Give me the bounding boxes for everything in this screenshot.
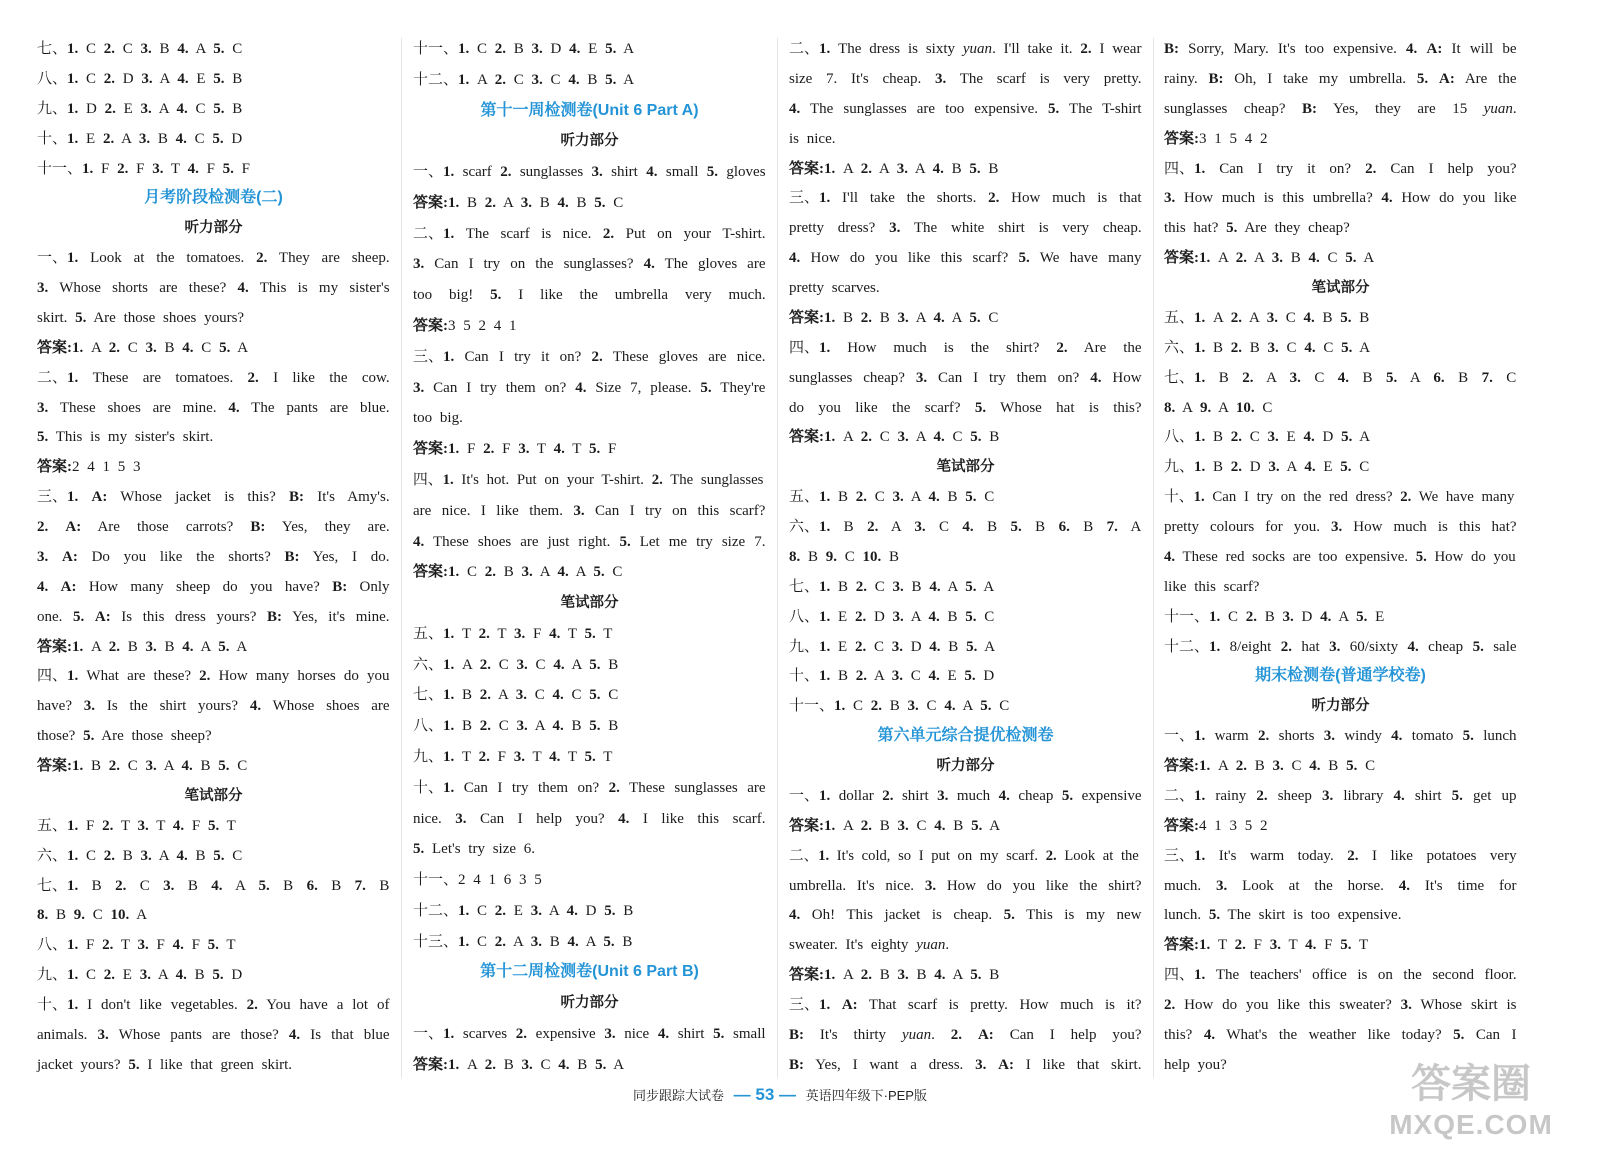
answer-line: 4. The sunglasses are too expensive. 5. The T-shirt bbox=[789, 100, 1142, 117]
answer-line: rainy. B: Oh, I take my umbrella. 5. A: Are the bbox=[1164, 70, 1517, 87]
answer-line: 八、1. F 2. T 3. F 4. F 5. T bbox=[37, 937, 236, 954]
answer-line: 一、1. scarves 2. expensive 3. nice 4. shirt 5. small bbox=[413, 1026, 766, 1042]
answer-line: this hat? 5. Are they cheap? bbox=[1164, 220, 1350, 237]
answer-line: help you? bbox=[1164, 1056, 1227, 1073]
answer-line: B: It's thirty yuan. 2. A: Can I help you? bbox=[789, 1026, 1142, 1043]
answer-line: 3. A: Do you like the shorts? B: Yes, I do. bbox=[37, 548, 390, 565]
answer-line: 五、1. T 2. T 3. F 4. T 5. T bbox=[413, 625, 613, 642]
answer-line: 4. A: How many sheep do you have? B: Only bbox=[37, 578, 390, 595]
answer-line: 二、1. rainy 2. sheep 3. library 4. shirt 5. get up bbox=[1164, 787, 1517, 804]
answer-line: is nice. bbox=[789, 130, 836, 147]
answer-line: 一、1. dollar 2. shirt 3. much 4. cheap 5. expensive bbox=[789, 787, 1142, 804]
answer-line: 十二、1. 8/eight 2. hat 3. 60/sixty 4. cheap 5. sale bbox=[1164, 638, 1517, 655]
answer-line: 十、1. Can I try on the red dress? 2. We have many bbox=[1164, 489, 1515, 506]
test-title: 月考阶段检测卷(二) bbox=[144, 189, 283, 207]
answer-line: 九、1. B 2. D 3. A 4. E 5. C bbox=[1164, 459, 1370, 476]
test-title: 第六单元综合提优检测卷 bbox=[877, 727, 1054, 745]
answer-line: 八、1. B 2. C 3. A 4. B 5. B bbox=[413, 718, 619, 735]
answer-line: 八、1. B 2. C 3. E 4. D 5. A bbox=[1164, 429, 1371, 446]
answer-line: 答案:2 4 1 5 3 bbox=[37, 459, 141, 476]
answer-line: 十、1. B 2. A 3. C 4. E 5. D bbox=[789, 668, 995, 685]
column-2 bbox=[413, 35, 766, 1079]
answer-line: 三、1. Can I try it on? 2. These gloves are nice. bbox=[413, 348, 766, 365]
answer-line: do you like the scarf? 5. Whose hat is this? bbox=[789, 399, 1142, 416]
answer-line: 3. Can I try them on? 4. Size 7, please. 5. They're bbox=[413, 379, 766, 396]
section-heading: 笔试部分 bbox=[936, 459, 995, 476]
page-number: — 53 — bbox=[733, 1085, 797, 1104]
section-heading: 听力部分 bbox=[936, 758, 995, 774]
answer-line: 三、1. It's warm today. 2. I like potatoes very bbox=[1164, 847, 1517, 864]
test-title: 期末检测卷(普通学校卷) bbox=[1255, 667, 1426, 685]
answer-line: 四、1. It's hot. Put on your T-shirt. 2. The sunglasses bbox=[413, 471, 764, 488]
test-title: 第十一周检测卷(Unit 6 Part A) bbox=[480, 101, 699, 119]
answer-line: 8. B 9. C 10. A bbox=[37, 907, 148, 924]
answer-line: 三、1. A: Whose jacket is this? B: It's Amy's. bbox=[37, 489, 390, 506]
answer-line: 答案:1. B 2. B 3. A 4. A 5. C bbox=[789, 309, 999, 326]
answer-line: B: Yes, I want a dress. 3. A: I like that skirt. bbox=[789, 1056, 1142, 1073]
answer-line: 四、1. How much is the shirt? 2. Are the bbox=[789, 339, 1142, 356]
answer-line: 十一、1. C 2. B 3. D 4. E 5. A bbox=[413, 41, 635, 57]
answer-line: lunch. 5. The skirt is too expensive. bbox=[1164, 907, 1402, 924]
answer-line: B: Sorry, Mary. It's too expensive. 4. A: It will be bbox=[1164, 41, 1517, 57]
answer-line: sweater. It's eighty yuan. bbox=[789, 937, 950, 954]
answer-line: 3. Can I try on the sunglasses? 4. The gloves are bbox=[413, 256, 766, 273]
answer-line: those? 5. Are those sheep? bbox=[37, 728, 212, 745]
test-title: 第十二周检测卷(Unit 6 Part B) bbox=[480, 963, 699, 981]
watermark-logo-text: 答案圈 bbox=[1411, 1062, 1531, 1106]
answer-line: 五、1. A 2. A 3. C 4. B 5. B bbox=[1164, 309, 1370, 326]
answer-line: 三、1. I'll take the shorts. 2. How much is that bbox=[789, 190, 1142, 207]
answer-line: 3. These shoes are mine. 4. The pants are blue. bbox=[37, 399, 390, 416]
answer-line: 八、1. C 2. D 3. A 4. E 5. B bbox=[37, 70, 243, 87]
answer-line: 四、1. Can I try it on? 2. Can I help you? bbox=[1164, 160, 1517, 177]
answer-line: have? 3. Is the shirt yours? 4. Whose shoes are bbox=[37, 698, 390, 715]
answer-line: 答案:1. A 2. B 3. C 4. B 5. A bbox=[789, 817, 1001, 834]
answer-line: 七、1. B 2. C 3. B 4. A 5. A bbox=[789, 578, 995, 595]
answer-line: 九、1. T 2. F 3. T 4. T 5. T bbox=[413, 748, 613, 765]
answer-line: 六、1. C 2. B 3. A 4. B 5. C bbox=[37, 847, 243, 864]
answer-line: too big! 5. I like the umbrella very much. bbox=[413, 287, 766, 304]
answer-line: 十一、2 4 1 6 3 5 bbox=[413, 872, 542, 889]
answer-line: size 7. It's cheap. 3. The scarf is very pretty. bbox=[789, 70, 1142, 87]
answer-line: 8. B 9. C 10. B bbox=[789, 548, 900, 565]
section-heading: 笔试部分 bbox=[184, 787, 243, 804]
answer-line: 六、1. B 2. B 3. C 4. C 5. A bbox=[1164, 339, 1371, 356]
answer-line: 3. Whose shorts are these? 4. This is my sister's bbox=[37, 280, 390, 296]
answer-line: 一、1. Look at the tomatoes. 2. They are sheep. bbox=[37, 250, 390, 267]
page-footer bbox=[0, 1083, 1560, 1108]
answer-line: 二、1. These are tomatoes. 2. I like the cow. bbox=[37, 369, 390, 386]
answer-line: pretty colours for you. 3. How much is this hat? bbox=[1164, 519, 1517, 535]
answer-line: 答案:1. B 2. C 3. A 4. B 5. C bbox=[37, 758, 248, 774]
answer-line: 8. A 9. A 10. C bbox=[1164, 399, 1273, 416]
answer-line: 十三、1. C 2. A 3. B 4. A 5. B bbox=[413, 933, 633, 950]
answer-line: 十二、1. C 2. E 3. A 4. D 5. B bbox=[413, 902, 634, 919]
answer-line: 二、1. The dress is sixty yuan. I'll take it. 2. I wear bbox=[789, 41, 1142, 57]
answer-line: sunglasses cheap? 3. Can I try them on? 4. How bbox=[789, 369, 1142, 386]
answer-line: 九、1. C 2. E 3. A 4. B 5. D bbox=[37, 967, 243, 984]
answer-line: 二、1. It's cold, so I put on my scarf. 2. Look at the bbox=[789, 847, 1139, 864]
answer-line: one. 5. A: Is this dress yours? B: Yes, it's mine. bbox=[37, 608, 390, 625]
answer-line: 答案:1. F 2. F 3. T 4. T 5. F bbox=[413, 441, 617, 458]
answer-line: much. 3. Look at the horse. 4. It's time for bbox=[1164, 877, 1517, 894]
column-divider bbox=[1153, 38, 1154, 1078]
answer-line: like this scarf? bbox=[1164, 578, 1260, 595]
answer-line: 八、1. E 2. D 3. A 4. B 5. C bbox=[789, 608, 995, 625]
answer-line: 答案:1. A 2. B 3. B 4. A 5. B bbox=[789, 967, 1000, 984]
column-4 bbox=[1164, 35, 1517, 1079]
answer-line: 十一、1. C 2. B 3. D 4. A 5. E bbox=[1164, 608, 1385, 625]
answer-line: 答案:1. B 2. A 3. B 4. B 5. C bbox=[413, 194, 624, 211]
answer-line: 答案:3 1 5 4 2 bbox=[1164, 130, 1268, 147]
answer-line: nice. 3. Can I help you? 4. I like this scarf. bbox=[413, 810, 766, 827]
section-heading: 听力部分 bbox=[560, 133, 619, 150]
answer-line: 答案:1. A 2. B 3. C 4. B 5. C bbox=[1164, 758, 1376, 774]
answer-line: 五、1. B 2. C 3. A 4. B 5. C bbox=[789, 489, 995, 506]
answer-line: pretty scarves. bbox=[789, 280, 880, 296]
answer-line: 七、1. B 2. A 3. C 4. B 5. A 6. B 7. C bbox=[1164, 369, 1517, 386]
answer-line: 2. A: Are those carrots? B: Yes, they are. bbox=[37, 519, 390, 535]
answer-line: 5. Let's try size 6. bbox=[413, 841, 536, 858]
answer-line: 答案:1. A 2. C 3. A 4. C 5. B bbox=[789, 429, 1000, 446]
answer-line: 五、1. F 2. T 3. T 4. F 5. T bbox=[37, 817, 236, 834]
answer-line: 十、1. I don't like vegetables. 2. You have a lot of bbox=[37, 997, 390, 1013]
answer-line: 4. These red socks are too expensive. 5. How do you bbox=[1164, 548, 1516, 565]
section-heading: 笔试部分 bbox=[1311, 280, 1370, 296]
answer-line: pretty dress? 3. The white shirt is very cheap. bbox=[789, 220, 1142, 237]
section-heading: 听力部分 bbox=[560, 995, 619, 1012]
footer-series: 同步跟踪大试卷 bbox=[633, 1088, 725, 1103]
answer-line: 5. This is my sister's skirt. bbox=[37, 429, 214, 446]
answer-line: 4. How do you like this scarf? 5. We have many bbox=[789, 250, 1142, 267]
answer-line: 答案:1. T 2. F 3. T 4. F 5. T bbox=[1164, 937, 1369, 954]
answer-line: 答案:1. A 2. A 3. B 4. C 5. A bbox=[1164, 250, 1375, 267]
answer-line: 四、1. What are these? 2. How many horses do you bbox=[37, 668, 390, 685]
answer-line: 答案:1. A 2. A 3. A 4. B 5. B bbox=[789, 160, 999, 177]
answer-line: 一、1. scarf 2. sunglasses 3. shirt 4. small 5. gloves bbox=[413, 164, 766, 181]
answer-line: 四、1. The teachers' office is on the second floor. bbox=[1164, 967, 1517, 984]
answer-line: 答案:4 1 3 5 2 bbox=[1164, 817, 1268, 834]
answer-line: 十一、1. C 2. B 3. C 4. A 5. C bbox=[789, 698, 1010, 715]
answer-line: are nice. I like them. 3. Can I try on this scarf? bbox=[413, 502, 766, 519]
answer-line: umbrella. It's nice. 3. How do you like the shirt? bbox=[789, 877, 1142, 894]
answer-line: 十一、1. F 2. F 3. T 4. F 5. F bbox=[37, 160, 251, 177]
answer-line: 答案:3 5 2 4 1 bbox=[413, 318, 517, 335]
answer-line: this? 4. What's the weather like today? 5. Can I bbox=[1164, 1026, 1517, 1043]
answer-line: 七、1. B 2. A 3. C 4. C 5. C bbox=[413, 687, 619, 704]
answer-line: too big. bbox=[413, 410, 463, 427]
answer-line: 十、1. Can I try them on? 2. These sunglasses are bbox=[413, 779, 766, 796]
answer-line: 七、1. B 2. C 3. B 4. A 5. B 6. B 7. B bbox=[37, 877, 390, 894]
section-heading: 听力部分 bbox=[184, 220, 243, 237]
section-heading: 听力部分 bbox=[1311, 698, 1370, 715]
answer-line: animals. 3. Whose pants are those? 4. Is that blue bbox=[37, 1026, 390, 1043]
answer-line: 六、1. B 2. A 3. C 4. B 5. B 6. B 7. A bbox=[789, 519, 1142, 535]
answer-line: 答案:1. A 2. B 3. B 4. A 5. A bbox=[37, 638, 248, 655]
answer-line: 七、1. C 2. C 3. B 4. A 5. C bbox=[37, 41, 243, 57]
column-divider bbox=[777, 38, 778, 1078]
answer-line: 2. How do you like this sweater? 3. Whose skirt is bbox=[1164, 997, 1517, 1013]
answer-line: 3. How much is this umbrella? 4. How do you like bbox=[1164, 190, 1517, 207]
answer-line: 六、1. A 2. C 3. C 4. A 5. B bbox=[413, 656, 619, 673]
column-divider bbox=[401, 38, 402, 1078]
answer-line: jacket yours? 5. I like that green skirt. bbox=[37, 1056, 293, 1073]
answer-line: 答案:1. A 2. C 3. B 4. C 5. A bbox=[37, 339, 249, 356]
footer-subject: 英语四年级下·PEP版 bbox=[805, 1088, 927, 1103]
answer-line: 答案:1. C 2. B 3. A 4. A 5. C bbox=[413, 564, 623, 581]
answer-line: 三、1. A: That scarf is pretty. How much is it? bbox=[789, 997, 1142, 1013]
answer-line: 九、1. E 2. C 3. D 4. B 5. A bbox=[789, 638, 996, 655]
answer-line: 九、1. D 2. E 3. A 4. C 5. B bbox=[37, 100, 243, 117]
answer-line: 十二、1. A 2. C 3. C 4. B 5. A bbox=[413, 71, 635, 88]
column-3 bbox=[789, 35, 1142, 1079]
answer-line: 4. These shoes are just right. 5. Let me try size 7. bbox=[413, 533, 766, 550]
section-heading: 笔试部分 bbox=[560, 595, 619, 612]
answer-line: 二、1. The scarf is nice. 2. Put on your T-shirt. bbox=[413, 225, 766, 242]
answer-line: 4. Oh! This jacket is cheap. 5. This is my new bbox=[789, 907, 1142, 924]
answer-line: skirt. 5. Are those shoes yours? bbox=[37, 309, 245, 326]
watermark-url: MXQE.COM bbox=[1389, 1109, 1553, 1140]
column-1 bbox=[37, 35, 390, 1079]
answer-line: 答案:1. A 2. B 3. C 4. B 5. A bbox=[413, 1056, 625, 1073]
answer-line: 十、1. E 2. A 3. B 4. C 5. D bbox=[37, 130, 243, 147]
answer-line: sunglasses cheap? B: Yes, they are 15 yuan. bbox=[1164, 100, 1517, 117]
answer-line: 一、1. warm 2. shorts 3. windy 4. tomato 5. lunch bbox=[1164, 728, 1517, 745]
